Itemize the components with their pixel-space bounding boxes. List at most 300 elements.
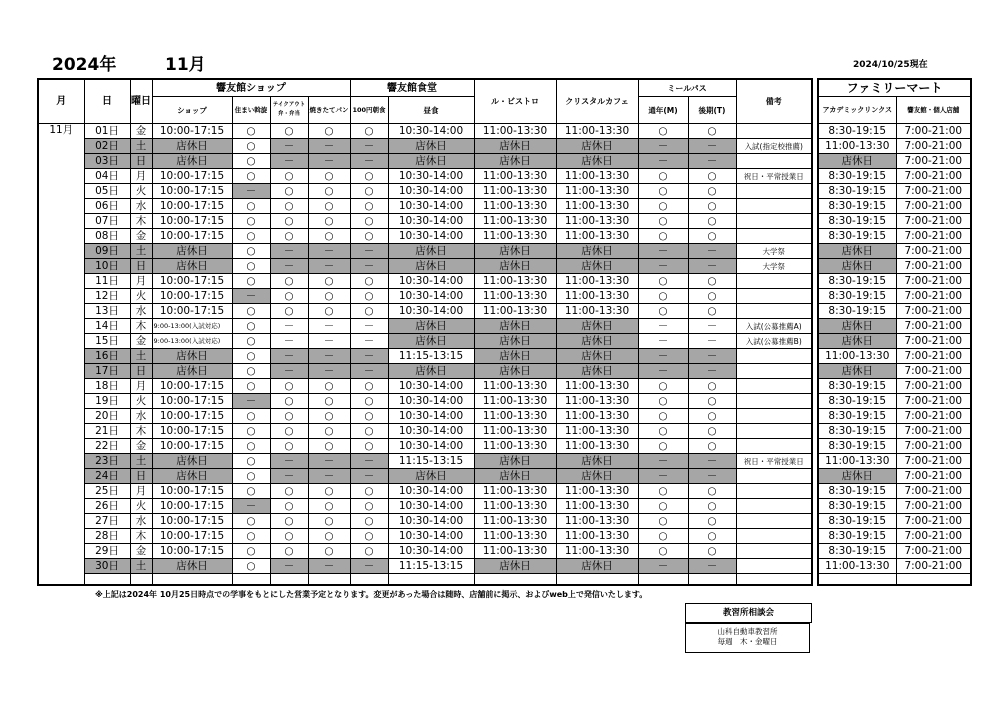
- bread-cell: －: [308, 259, 350, 274]
- table-row: [38, 559, 812, 574]
- table-row: [38, 544, 812, 559]
- table-row: [38, 484, 812, 499]
- lunch-cell: 11:15-13:15: [388, 349, 474, 364]
- remarks-cell: [736, 409, 812, 424]
- shop-cell: 10:00-17:15: [152, 439, 232, 454]
- day-cell: 20日: [84, 409, 130, 424]
- bistro-cell: 店休日: [474, 319, 556, 334]
- remarks-cell: [736, 274, 812, 289]
- meal-year-cell: ○: [638, 124, 688, 139]
- bistro-cell: 11:00-13:30: [474, 409, 556, 424]
- bistro-cell: 11:00-13:30: [474, 214, 556, 229]
- lunch-cell: 11:15-13:15: [388, 454, 474, 469]
- takeout-cell: ○: [270, 514, 308, 529]
- table-row: [38, 154, 812, 169]
- shop-cell: 店休日: [152, 244, 232, 259]
- table-row: [38, 319, 812, 334]
- shop-cell: 店休日: [152, 559, 232, 574]
- weekday-cell: 金: [130, 334, 152, 349]
- remarks-cell: [736, 394, 812, 409]
- bread-cell: ○: [308, 499, 350, 514]
- sumai-cell: ○: [232, 274, 270, 289]
- kyoyu-hours-cell: 7:00-21:00: [896, 499, 971, 514]
- breakfast-cell: ○: [350, 379, 388, 394]
- crystal-cell: 店休日: [556, 334, 638, 349]
- crystal-cell: 店休日: [556, 469, 638, 484]
- meal-late-cell: ○: [688, 439, 736, 454]
- kyoyu-hours-cell: 7:00-21:00: [896, 334, 971, 349]
- shop-cell: 店休日: [152, 364, 232, 379]
- table-row: [818, 154, 971, 169]
- table-row: [38, 259, 812, 274]
- lunch-cell: 11:15-13:15: [388, 559, 474, 574]
- academic-hours-cell: 11:00-13:30: [818, 139, 896, 154]
- meal-late-cell: －: [688, 259, 736, 274]
- sumai-cell: ○: [232, 514, 270, 529]
- crystal-cell: 11:00-13:30: [556, 424, 638, 439]
- remarks-cell: [736, 214, 812, 229]
- kyoyu-hours-cell: 7:00-21:00: [896, 124, 971, 139]
- bistro-cell: 店休日: [474, 334, 556, 349]
- col-day: 日: [84, 79, 130, 124]
- table-row: [818, 199, 971, 214]
- lunch-cell: 店休日: [388, 154, 474, 169]
- bread-cell: －: [308, 349, 350, 364]
- as-of-date: 2024/10/25現在: [853, 60, 928, 70]
- meal-year-cell: －: [638, 259, 688, 274]
- meal-year-cell: －: [638, 139, 688, 154]
- group-cafeteria: 響友館食堂: [350, 79, 474, 97]
- table-row: [818, 304, 971, 319]
- meal-year-cell: －: [638, 364, 688, 379]
- meal-late-cell: ○: [688, 409, 736, 424]
- meal-year-cell: ○: [638, 529, 688, 544]
- remarks-cell: [736, 379, 812, 394]
- takeout-cell: ○: [270, 379, 308, 394]
- weekday-cell: 水: [130, 409, 152, 424]
- takeout-cell: ○: [270, 124, 308, 139]
- meal-year-cell: ○: [638, 409, 688, 424]
- sumai-cell: ○: [232, 469, 270, 484]
- breakfast-cell: －: [350, 244, 388, 259]
- remarks-cell: [736, 499, 812, 514]
- weekday-cell: 火: [130, 394, 152, 409]
- academic-hours-cell: 8:30-19:15: [818, 514, 896, 529]
- bistro-cell: 店休日: [474, 454, 556, 469]
- sumai-cell: ○: [232, 439, 270, 454]
- meal-year-cell: ○: [638, 229, 688, 244]
- lunch-cell: 10:30-14:00: [388, 229, 474, 244]
- meal-year-cell: －: [638, 469, 688, 484]
- takeout-cell: －: [270, 334, 308, 349]
- table-row: [38, 379, 812, 394]
- crystal-cell: 11:00-13:30: [556, 184, 638, 199]
- col-remarks: 備考: [736, 79, 812, 124]
- shop-cell: 10:00-17:15: [152, 124, 232, 139]
- bistro-cell: 店休日: [474, 559, 556, 574]
- remarks-cell: [736, 559, 812, 574]
- meal-late-cell: ○: [688, 529, 736, 544]
- bistro-cell: 11:00-13:30: [474, 529, 556, 544]
- bread-cell: ○: [308, 439, 350, 454]
- breakfast-cell: ○: [350, 169, 388, 184]
- takeout-cell: ○: [270, 274, 308, 289]
- shop-cell: 10:00-17:15: [152, 409, 232, 424]
- breakfast-cell: ○: [350, 124, 388, 139]
- crystal-cell: 11:00-13:30: [556, 484, 638, 499]
- bistro-cell: 店休日: [474, 259, 556, 274]
- shop-cell: 店休日: [152, 349, 232, 364]
- blank-cell: [556, 574, 638, 586]
- day-cell: 17日: [84, 364, 130, 379]
- day-cell: 03日: [84, 154, 130, 169]
- crystal-cell: 11:00-13:30: [556, 529, 638, 544]
- weekday-cell: 日: [130, 259, 152, 274]
- table-row: [818, 319, 971, 334]
- breakfast-cell: －: [350, 454, 388, 469]
- blank-cell: [388, 574, 474, 586]
- blank-cell: [818, 574, 896, 586]
- shop-cell: 10:00-17:15: [152, 484, 232, 499]
- lunch-cell: 店休日: [388, 364, 474, 379]
- lunch-cell: 10:30-14:00: [388, 184, 474, 199]
- academic-hours-cell: 8:30-19:15: [818, 214, 896, 229]
- shop-cell: 10:00-17:15: [152, 544, 232, 559]
- bread-cell: ○: [308, 409, 350, 424]
- bistro-cell: 11:00-13:30: [474, 394, 556, 409]
- day-cell: 22日: [84, 439, 130, 454]
- day-cell: 18日: [84, 379, 130, 394]
- crystal-cell: 11:00-13:30: [556, 439, 638, 454]
- academic-hours-cell: 店休日: [818, 154, 896, 169]
- shop-cell: 10:00-17:15: [152, 529, 232, 544]
- breakfast-cell: ○: [350, 214, 388, 229]
- shop-cell: 10:00-17:15: [152, 169, 232, 184]
- table-row: [38, 409, 812, 424]
- breakfast-cell: －: [350, 349, 388, 364]
- table-row: [38, 124, 812, 139]
- meal-late-cell: ○: [688, 274, 736, 289]
- blank-cell: [474, 574, 556, 586]
- blank-cell: [232, 574, 270, 586]
- meal-late-cell: ○: [688, 484, 736, 499]
- lunch-cell: 店休日: [388, 469, 474, 484]
- academic-hours-cell: 8:30-19:15: [818, 544, 896, 559]
- meal-late-cell: ○: [688, 304, 736, 319]
- bread-cell: －: [308, 364, 350, 379]
- meal-late-cell: ○: [688, 514, 736, 529]
- bistro-cell: 11:00-13:30: [474, 169, 556, 184]
- remarks-cell: 祝日・平常授業日: [736, 454, 812, 469]
- blank-row: [38, 574, 812, 586]
- crystal-cell: 11:00-13:30: [556, 514, 638, 529]
- meal-year-cell: －: [638, 334, 688, 349]
- weekday-cell: 月: [130, 274, 152, 289]
- bread-cell: －: [308, 139, 350, 154]
- bistro-cell: 11:00-13:30: [474, 379, 556, 394]
- day-cell: 27日: [84, 514, 130, 529]
- blank-cell: [130, 574, 152, 586]
- bread-cell: ○: [308, 199, 350, 214]
- bistro-cell: 11:00-13:30: [474, 274, 556, 289]
- consult-days: 毎週 木・金曜日: [717, 637, 778, 646]
- remarks-cell: [736, 514, 812, 529]
- sumai-cell: ○: [232, 169, 270, 184]
- bistro-cell: 11:00-13:30: [474, 424, 556, 439]
- bistro-cell: 11:00-13:30: [474, 229, 556, 244]
- day-cell: 02日: [84, 139, 130, 154]
- col-meal-late: 後期(T): [688, 97, 736, 124]
- remarks-cell: [736, 364, 812, 379]
- table-row: [818, 334, 971, 349]
- academic-hours-cell: 8:30-19:15: [818, 274, 896, 289]
- bistro-cell: 店休日: [474, 469, 556, 484]
- meal-year-cell: ○: [638, 379, 688, 394]
- weekday-cell: 土: [130, 244, 152, 259]
- day-cell: 05日: [84, 184, 130, 199]
- table-row: [818, 259, 971, 274]
- meal-late-cell: －: [688, 139, 736, 154]
- crystal-cell: 11:00-13:30: [556, 379, 638, 394]
- sumai-cell: ○: [232, 379, 270, 394]
- bistro-cell: 11:00-13:30: [474, 439, 556, 454]
- breakfast-cell: －: [350, 139, 388, 154]
- takeout-cell: －: [270, 139, 308, 154]
- crystal-cell: 店休日: [556, 559, 638, 574]
- weekday-cell: 木: [130, 319, 152, 334]
- group-shop: 響友館ショップ: [152, 79, 350, 97]
- weekday-cell: 土: [130, 559, 152, 574]
- lunch-cell: 10:30-14:00: [388, 514, 474, 529]
- remarks-cell: 祝日・平常授業日: [736, 169, 812, 184]
- takeout-cell: ○: [270, 394, 308, 409]
- col-kyoyu-store: 響友館・個人店舗: [896, 97, 971, 124]
- meal-year-cell: ○: [638, 169, 688, 184]
- meal-late-cell: ○: [688, 289, 736, 304]
- meal-late-cell: －: [688, 454, 736, 469]
- weekday-cell: 木: [130, 214, 152, 229]
- bread-cell: ○: [308, 544, 350, 559]
- meal-late-cell: ○: [688, 214, 736, 229]
- shop-cell: 10:00-17:15: [152, 424, 232, 439]
- blank-cell: [308, 574, 350, 586]
- remarks-cell: [736, 184, 812, 199]
- takeout-cell: ○: [270, 484, 308, 499]
- academic-hours-cell: 8:30-19:15: [818, 229, 896, 244]
- col-weekday: 曜日: [130, 79, 152, 124]
- sumai-cell: －: [232, 289, 270, 304]
- sumai-cell: ○: [232, 304, 270, 319]
- kyoyu-hours-cell: 7:00-21:00: [896, 244, 971, 259]
- table-row: [38, 334, 812, 349]
- breakfast-cell: ○: [350, 529, 388, 544]
- bread-cell: ○: [308, 214, 350, 229]
- table-row: [38, 214, 812, 229]
- weekday-cell: 日: [130, 154, 152, 169]
- kyoyu-hours-cell: 7:00-21:00: [896, 559, 971, 574]
- col-month: 月: [38, 79, 84, 124]
- takeout-cell: ○: [270, 184, 308, 199]
- remarks-cell: 入試(公募推薦A): [736, 319, 812, 334]
- kyoyu-hours-cell: 7:00-21:00: [896, 229, 971, 244]
- meal-late-cell: －: [688, 154, 736, 169]
- table-row: [818, 364, 971, 379]
- takeout-cell: ○: [270, 214, 308, 229]
- table-row: [818, 289, 971, 304]
- crystal-cell: 11:00-13:30: [556, 169, 638, 184]
- bistro-cell: 11:00-13:30: [474, 124, 556, 139]
- kyoyu-hours-cell: 7:00-21:00: [896, 319, 971, 334]
- table-row: [818, 169, 971, 184]
- bistro-cell: 11:00-13:30: [474, 499, 556, 514]
- crystal-cell: 11:00-13:30: [556, 544, 638, 559]
- table-row: [818, 409, 971, 424]
- breakfast-cell: ○: [350, 544, 388, 559]
- breakfast-cell: ○: [350, 424, 388, 439]
- blank-cell: [736, 574, 812, 586]
- sumai-cell: ○: [232, 334, 270, 349]
- table-row: [38, 349, 812, 364]
- bistro-cell: 11:00-13:30: [474, 304, 556, 319]
- table-row: [38, 394, 812, 409]
- remarks-cell: [736, 229, 812, 244]
- breakfast-cell: －: [350, 259, 388, 274]
- meal-late-cell: ○: [688, 229, 736, 244]
- sumai-cell: ○: [232, 544, 270, 559]
- bistro-cell: 11:00-13:30: [474, 514, 556, 529]
- remarks-cell: [736, 349, 812, 364]
- remarks-cell: 大学祭: [736, 244, 812, 259]
- table-row: [818, 424, 971, 439]
- takeout-cell: －: [270, 244, 308, 259]
- kyoyu-hours-cell: 7:00-21:00: [896, 394, 971, 409]
- table-row: [38, 424, 812, 439]
- footnote: ※上記は2024年 10月25日時点での学事をもとにした営業予定となります。変更があった場合は随時、店舗前に掲示、およびweb上で発信いたします。: [95, 590, 648, 599]
- weekday-cell: 金: [130, 544, 152, 559]
- bread-cell: －: [308, 334, 350, 349]
- breakfast-cell: －: [350, 154, 388, 169]
- consult-school: 山科自動車教習所: [717, 627, 778, 636]
- shop-cell: 店休日: [152, 259, 232, 274]
- meal-late-cell: ○: [688, 199, 736, 214]
- schedule-table: [37, 78, 813, 586]
- table-row: [38, 139, 812, 154]
- shop-cell: 10:00-17:15: [152, 394, 232, 409]
- breakfast-cell: ○: [350, 229, 388, 244]
- kyoyu-hours-cell: 7:00-21:00: [896, 484, 971, 499]
- crystal-cell: 店休日: [556, 349, 638, 364]
- weekday-cell: 日: [130, 364, 152, 379]
- meal-year-cell: ○: [638, 544, 688, 559]
- breakfast-cell: －: [350, 364, 388, 379]
- crystal-cell: 店休日: [556, 154, 638, 169]
- table-row: [818, 139, 971, 154]
- takeout-cell: －: [270, 319, 308, 334]
- lunch-cell: 10:30-14:00: [388, 379, 474, 394]
- day-cell: 21日: [84, 424, 130, 439]
- col-academic-links: アカデミックリンクス: [818, 97, 896, 124]
- bistro-cell: 11:00-13:30: [474, 289, 556, 304]
- breakfast-cell: ○: [350, 514, 388, 529]
- sumai-cell: ○: [232, 154, 270, 169]
- meal-late-cell: ○: [688, 394, 736, 409]
- meal-year-cell: ○: [638, 214, 688, 229]
- table-row: [38, 229, 812, 244]
- table-row: [818, 484, 971, 499]
- takeout-cell: －: [270, 364, 308, 379]
- academic-hours-cell: 11:00-13:30: [818, 559, 896, 574]
- crystal-cell: 11:00-13:30: [556, 409, 638, 424]
- takeout-cell: ○: [270, 304, 308, 319]
- shop-cell: 10:00-17:15: [152, 379, 232, 394]
- remarks-cell: 大学祭: [736, 259, 812, 274]
- meal-year-cell: －: [638, 559, 688, 574]
- day-cell: 15日: [84, 334, 130, 349]
- bistro-cell: 11:00-13:30: [474, 484, 556, 499]
- meal-late-cell: －: [688, 364, 736, 379]
- lunch-cell: 10:30-14:00: [388, 289, 474, 304]
- remarks-cell: [736, 484, 812, 499]
- shop-cell: 店休日: [152, 154, 232, 169]
- academic-hours-cell: 8:30-19:15: [818, 409, 896, 424]
- table-row: [38, 364, 812, 379]
- kyoyu-hours-cell: 7:00-21:00: [896, 439, 971, 454]
- weekday-cell: 木: [130, 424, 152, 439]
- meal-year-cell: ○: [638, 184, 688, 199]
- table-row: [818, 544, 971, 559]
- crystal-cell: 11:00-13:30: [556, 289, 638, 304]
- bread-cell: ○: [308, 304, 350, 319]
- day-cell: 01日: [84, 124, 130, 139]
- kyoyu-hours-cell: 7:00-21:00: [896, 259, 971, 274]
- col-meal-year: 通年(M): [638, 97, 688, 124]
- academic-hours-cell: 8:30-19:15: [818, 184, 896, 199]
- bistro-cell: 11:00-13:30: [474, 184, 556, 199]
- bread-cell: ○: [308, 394, 350, 409]
- meal-year-cell: ○: [638, 499, 688, 514]
- table-row: [818, 529, 971, 544]
- weekday-cell: 日: [130, 469, 152, 484]
- blank-cell: [688, 574, 736, 586]
- takeout-cell: －: [270, 559, 308, 574]
- takeout-cell: ○: [270, 169, 308, 184]
- remarks-cell: [736, 439, 812, 454]
- weekday-cell: 月: [130, 169, 152, 184]
- month-cell: 11月: [38, 124, 84, 586]
- table-row: [38, 439, 812, 454]
- crystal-cell: 店休日: [556, 139, 638, 154]
- meal-year-cell: ○: [638, 424, 688, 439]
- bistro-cell: 店休日: [474, 139, 556, 154]
- bread-cell: －: [308, 244, 350, 259]
- weekday-cell: 月: [130, 379, 152, 394]
- day-cell: 04日: [84, 169, 130, 184]
- meal-year-cell: ○: [638, 484, 688, 499]
- col-bread: 焼きたてパン: [308, 97, 350, 124]
- kyoyu-hours-cell: 7:00-21:00: [896, 454, 971, 469]
- day-cell: 26日: [84, 499, 130, 514]
- sumai-cell: ○: [232, 214, 270, 229]
- bread-cell: ○: [308, 124, 350, 139]
- sumai-cell: ○: [232, 454, 270, 469]
- breakfast-cell: ○: [350, 484, 388, 499]
- sumai-cell: ○: [232, 349, 270, 364]
- academic-hours-cell: 8:30-19:15: [818, 379, 896, 394]
- bread-cell: －: [308, 319, 350, 334]
- bread-cell: ○: [308, 514, 350, 529]
- lunch-cell: 店休日: [388, 139, 474, 154]
- bread-cell: －: [308, 454, 350, 469]
